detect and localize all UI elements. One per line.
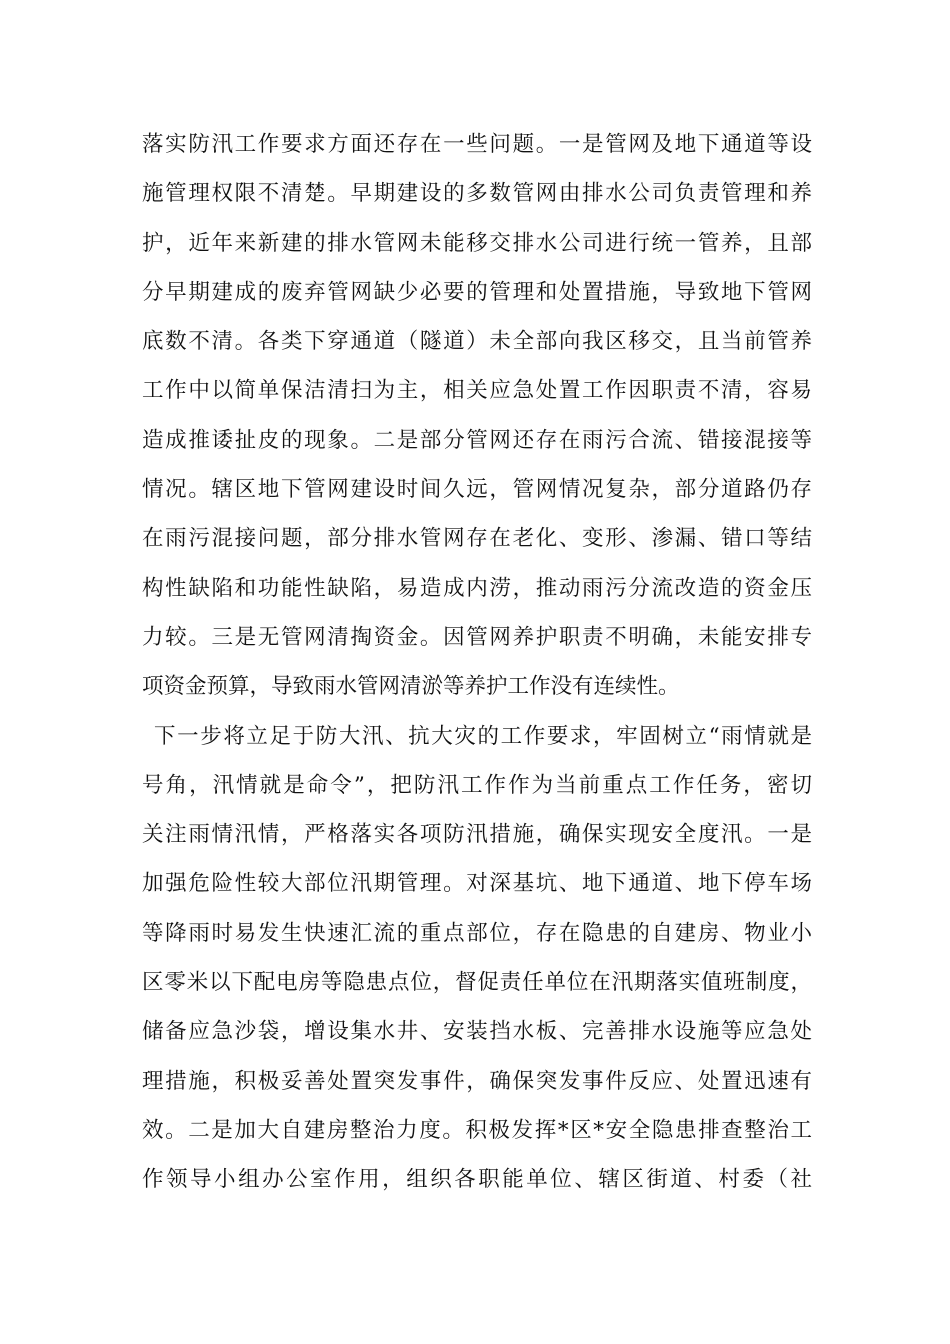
text-line: 施管理权限不清楚。早期建设的多数管网由排水公司负责管理和养 [142,181,812,207]
text-line: 加强危险性较大部位汛期管理。对深基坑、地下通道、地下停车场 [142,871,812,897]
text-line: 落实防汛工作要求方面还存在一些问题。一是管网及地下通道等设 [142,132,812,157]
document-body [142,132,812,1217]
text-line: 力较。三是无管网清掏资金。因管网养护职责不明确，未能安排专 [142,624,812,650]
text-line: 效。二是加大自建房整治力度。积极发挥*区*安全隐患排查整治工 [142,1117,812,1143]
text-line: 造成推诿扯皮的现象。二是部分管网还存在雨污合流、错接混接等 [142,427,812,453]
text-line: 护，近年来新建的排水管网未能移交排水公司进行统一管养，且部 [142,230,812,256]
text-line: 理措施，积极妥善处置突发事件，确保突发事件反应、处置迅速有 [142,1068,812,1094]
text-line: 在雨污混接问题，部分排水管网存在老化、变形、渗漏、错口等结 [142,526,812,552]
text-line: 构性缺陷和功能性缺陷，易造成内涝，推动雨污分流改造的资金压 [142,575,812,601]
text-line: 下一步将立足于防大汛、抗大灾的工作要求，牢固树立“雨情就是 [154,723,812,749]
text-line: 区零米以下配电房等隐患点位，督促责任单位在汛期落实值班制度， [142,970,812,996]
text-line: 情况。辖区地下管网建设时间久远，管网情况复杂，部分道路仍存 [142,477,812,503]
text-line: 作领导小组办公室作用，组织各职能单位、辖区街道、村委（社 [142,1167,812,1193]
text-line: 底数不清。各类下穿通道（隧道）未全部向我区移交，且当前管养 [142,329,812,355]
text-line: 号角，汛情就是命令”，把防汛工作作为当前重点工作任务，密切 [142,772,812,798]
text-line: 工作中以简单保洁清扫为主，相关应急处置工作因职责不清，容易 [142,378,812,404]
text-line: 项资金预算，导致雨水管网清淤等养护工作没有连续性。 [142,674,680,700]
text-line: 等降雨时易发生快速汇流的重点部位，存在隐患的自建房、物业小 [142,920,812,946]
text-line: 储备应急沙袋，增设集水井、安装挡水板、完善排水设施等应急处 [142,1019,812,1045]
text-line: 关注雨情汛情，严格落实各项防汛措施，确保实现安全度汛。一是 [142,822,812,848]
text-line: 分早期建成的废弃管网缺少必要的管理和处置措施，导致地下管网 [142,279,812,305]
